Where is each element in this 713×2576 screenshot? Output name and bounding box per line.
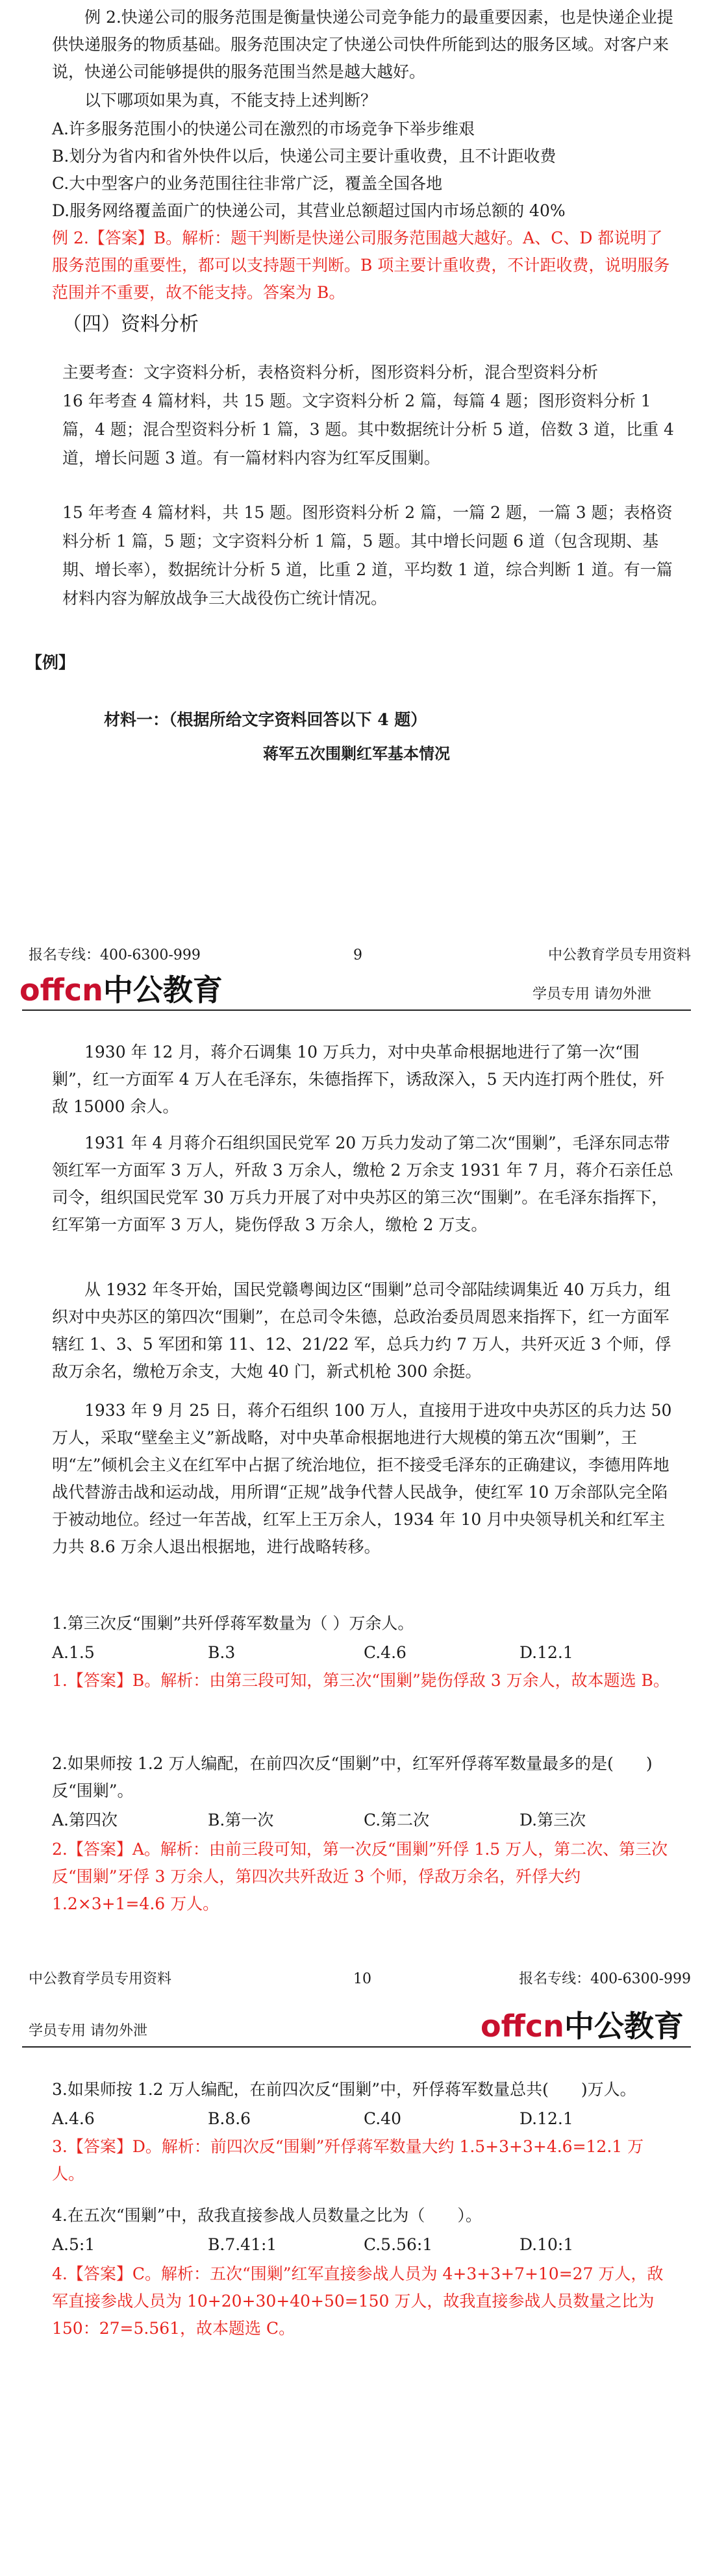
question-3-option-d: D.12.1 xyxy=(519,2109,573,2128)
section-topics: 主要考查：文字资料分析，表格资料分析，图形资料分析，混合型资料分析 xyxy=(62,363,599,382)
question-3-stem: 3.如果师按 1.2 万人编配，在前四次反“围剿”中，歼俘蒋军数量总共( )万人。 xyxy=(52,2080,636,2099)
example-tag: 【例】 xyxy=(26,653,75,672)
example-2-option-d: D.服务网络覆盖面广的快递公司，其营业总额超过国内市场总额的 40% xyxy=(52,201,566,220)
question-4-options xyxy=(52,2232,675,2258)
material-paragraph-1: 1930 年 12 月，蒋介石调集 10 万兵力，对中央革命根据地进行了第一次“围剿”，红一方面军 4 万人在毛泽东，朱德指挥下，诱敌深入，5 天内连打两个胜仗，歼敌 15000 余人。 xyxy=(52,1043,665,1116)
question-4-option-b: B.7.41:1 xyxy=(208,2235,277,2254)
question-3-option-a: A.4.6 xyxy=(52,2109,95,2128)
question-4-option-c: C.5.56:1 xyxy=(364,2235,433,2254)
header-note: 学员专用 请勿外泄 xyxy=(532,986,651,1002)
section-2016-summary: 16 年考查 4 篇材料，共 15 题。文字资料分析 2 篇，每篇 4 题；图形资料分析 1 篇，4 题；混合型资料分析 1 篇，3 题。其中数据统计分析 5 道，倍数 3 道，比重 4 道，增长问题 3 道。有一篇材料内容为红军反围剿。 xyxy=(62,391,674,467)
question-2-options xyxy=(52,1807,675,1833)
material-paragraph-3: 从 1932 年冬开始，国民党赣粤闽边区“围剿”总司令部陆续调集近 40 万兵力，组织对中央苏区的第四次“围剿”，在总司令朱德，总政治委员周恩来指挥下，红一方面军辖红 1、3、5 军团和第 11、12、21/22 军，总兵力约 7 万人，共歼灭近 3 个师，俘敌万余名，缴枪万余支，大炮 40 门，新式机枪 300 余挺。 xyxy=(52,1280,671,1381)
question-4-stem: 4.在五次“围剿”中，敌我直接参战人员数量之比为（ ）。 xyxy=(52,2206,482,2225)
question-3-option-c: C.40 xyxy=(364,2109,401,2128)
footer-hotline: 报名专线：400-6300-999 xyxy=(519,1971,691,1987)
material-title: 蒋军五次围剿红军基本情况 xyxy=(263,744,450,763)
question-4-option-a: A.5:1 xyxy=(52,2235,95,2254)
offcn-logo xyxy=(19,974,223,1006)
example-2-option-c: C.大中型客户的业务范围往往非常广泛，覆盖全国各地 xyxy=(52,174,443,193)
question-1-answer: 1.【答案】B。解析：由第三段可知，第三次“围剿”毙伤俘敌 3 万余人，故本题选 B。 xyxy=(52,1671,669,1690)
example-2-question: 以下哪项如果为真，不能支持上述判断？ xyxy=(84,91,377,110)
example-2-option-a: A.许多服务范围小的快递公司在激烈的市场竞争下举步维艰 xyxy=(52,119,475,138)
material-paragraph-2: 1931 年 4 月蒋介石组织国民党军 20 万兵力发动了第二次“围剿”，毛泽东同志带领红军一方面军 3 万人，歼敌 3 万余人，缴枪 2 万余支 1931 年 7 月，蒋介石亲任总司令，组织国民党军 30 万兵力开展了对中央苏区的第三次“围剿”。在毛泽东指挥下，红军第一方面军 3 万人，毙伤俘敌 3 万余人，缴枪 2 万支。 xyxy=(52,1133,673,1234)
question-2-stem: 2.如果师按 1.2 万人编配，在前四次反“围剿”中，红军歼俘蒋军数量最多的是( )反“围剿”。 xyxy=(52,1754,653,1800)
header-divider-2 xyxy=(22,2046,691,2048)
section-title: （四）资料分析 xyxy=(62,313,199,336)
example-2-option-b: B.划分为省内和省外快件以后，快递公司主要计重收费，且不计距收费 xyxy=(52,147,557,166)
question-2-option-a: A.第四次 xyxy=(52,1811,118,1829)
logo-cn-text: 中公教育 xyxy=(103,972,223,1008)
footer-page-number: 9 xyxy=(353,947,362,963)
example-2-answer: 例 2.【答案】B。解析：题干判断是快递公司服务范围越大越好。A、C、D 都说明了服务范围的重要性，都可以支持题干判断。B 项主要计重收费，不计距收费，说明服务范围并不重要，故不能支持。答案为 B。 xyxy=(52,229,670,302)
logo-cn-text: 中公教育 xyxy=(564,2009,684,2044)
question-4-option-d: D.10:1 xyxy=(519,2235,574,2254)
question-1-options xyxy=(52,1640,675,1666)
question-2-option-b: B.第一次 xyxy=(208,1811,274,1829)
example-2-paragraph: 例 2.快递公司的服务范围是衡量快递公司竞争能力的最重要因素，也是快递企业提供快递服务的物质基础。服务范围决定了快递公司快件所能到达的服务区域。对客户来说，快递公司能够提供的服务范围当然是越大越好。 xyxy=(52,8,673,81)
question-1-stem: 1.第三次反“围剿”共歼俘蒋军数量为（ ）万余人。 xyxy=(52,1614,414,1633)
footer-material-note: 中公教育学员专用资料 xyxy=(29,1971,172,1987)
question-4-answer: 4.【答案】C。解析：五次“围剿”红军直接参战人员为 4+3+3+7+10=27 万人，敌军直接参战人员为 10+20+30+40+50=150 万人，故我直接参战人员数量之比为 150：27=5.561，故本题选 C。 xyxy=(52,2264,664,2338)
question-1-option-b: B.3 xyxy=(208,1643,236,1662)
footer-hotline: 报名专线：400-6300-999 xyxy=(29,947,201,963)
section-2015-summary: 15 年考查 4 篇材料，共 15 题。图形资料分析 2 篇，一篇 2 题，一篇 3 题；表格资料分析 1 篇，5 题；文字资料分析 1 篇，5 题。其中增长问题 6 道（包含现期、基期、增长率），数据统计分析 5 道，比重 2 道，平均数 1 道，综合判断 1 道。有一篇材料内容为解放战争三大战役伤亡统计情况。 xyxy=(62,503,673,608)
question-2-option-c: C.第二次 xyxy=(364,1811,430,1829)
material-paragraph-4: 1933 年 9 月 25 日，蒋介石组织 100 万人，直接用于进攻中央苏区的兵力达 50 万人，采取“壁垒主义”新战略，对中央革命根据地进行大规模的第五次“围剿”，王明“左”倾机会主义在红军中占据了统治地位，拒不接受毛泽东的正确建议，李德用阵地战代替游击战和运动战，用所谓“正规”战争代替人民战争，使红军 10 万余部队完全陷于被动地位。经过一年苦战，红军上王万余人，1934 年 10 月中央领导机关和红军主力共 8.6 万余人退出根据地，进行战略转移。 xyxy=(52,1401,672,1556)
question-3-option-b: B.8.6 xyxy=(208,2109,251,2128)
header-note-text: 学员专用 请勿外泄 xyxy=(29,2023,147,2039)
question-1-option-a: A.1.5 xyxy=(52,1643,95,1662)
logo-offcn-text: offcn xyxy=(19,972,103,1008)
question-1-option-c: C.4.6 xyxy=(364,1643,407,1662)
material-heading: 材料一：（根据所给文字资料回答以下 4 题） xyxy=(104,710,427,729)
footer-page-number: 10 xyxy=(353,1971,371,1987)
question-3-options xyxy=(52,2106,675,2132)
question-3-answer: 3.【答案】D。解析：前四次反“围剿”歼俘蒋军数量大约 1.5+3+3+4.6=12.1 万人。 xyxy=(52,2137,644,2183)
question-2-option-d: D.第三次 xyxy=(519,1811,586,1829)
question-1-option-d: D.12.1 xyxy=(519,1643,573,1662)
question-2-answer: 2.【答案】A。解析：由前三段可知，第一次反“围剿”歼俘 1.5 万人，第二次、第三次反“围剿”牙俘 3 万余人，第四次共歼敌近 3 个师，俘敌万余名，歼俘大约 1.2×3+1=4.6 万人。 xyxy=(52,1840,668,1913)
logo-offcn-text: offcn xyxy=(481,2009,564,2044)
footer-material-note: 中公教育学员专用资料 xyxy=(547,947,691,963)
offcn-logo-2 xyxy=(481,2010,684,2042)
header-divider xyxy=(22,1009,691,1011)
